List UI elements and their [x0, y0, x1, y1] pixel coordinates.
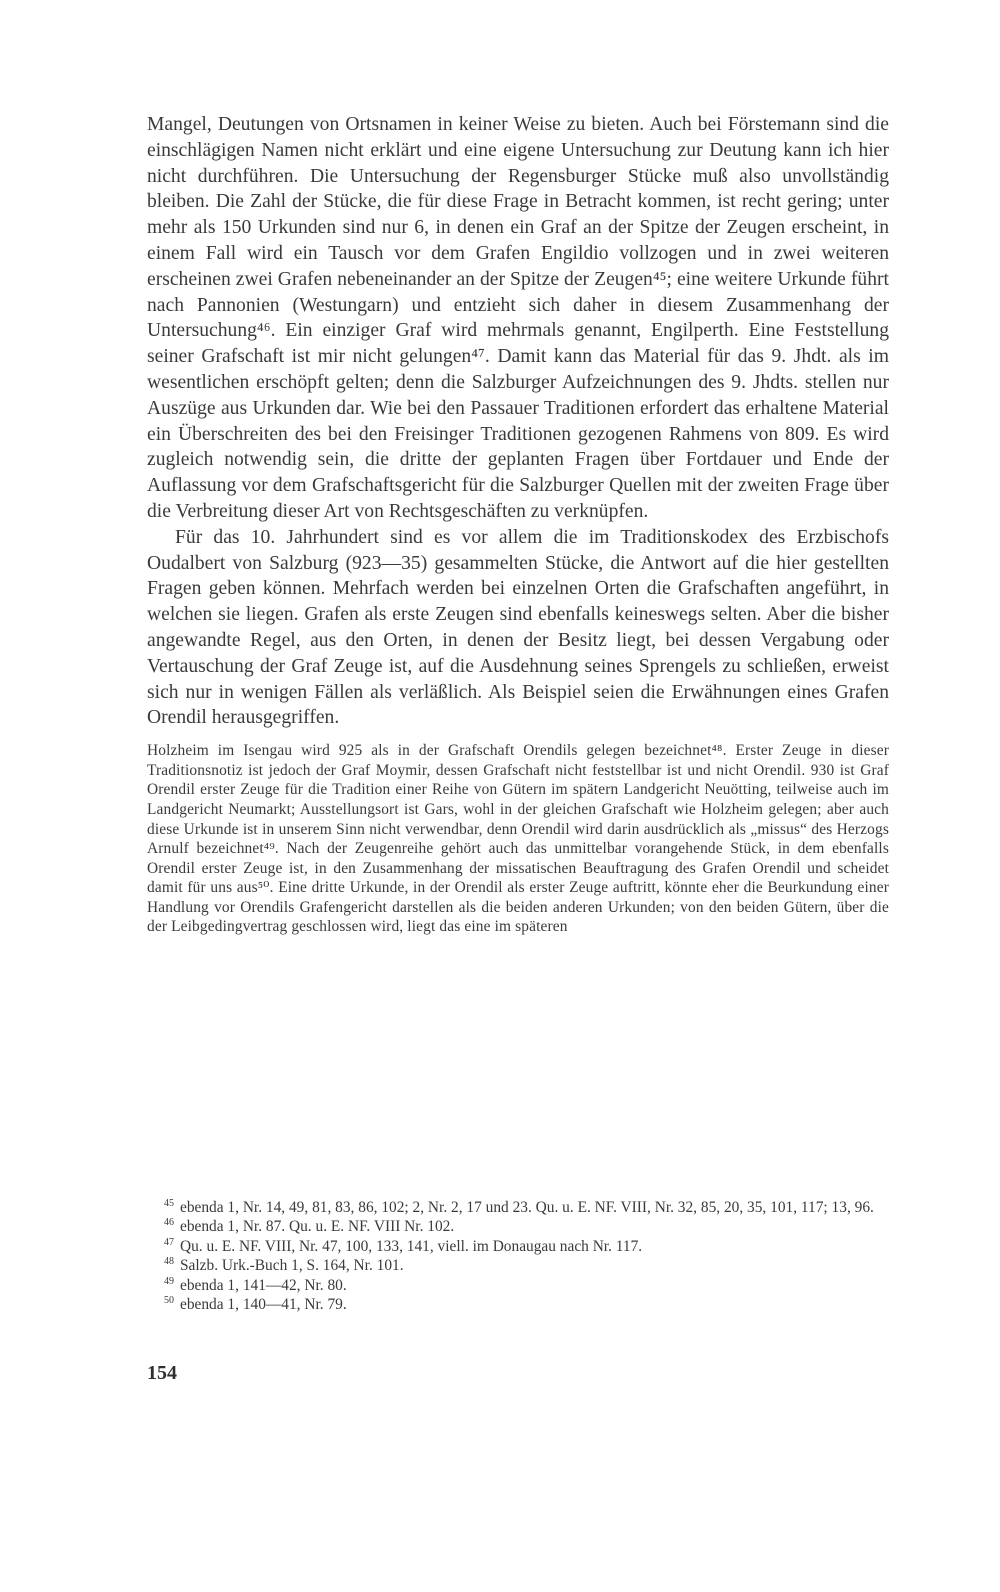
- footnote-number: 50: [164, 1294, 174, 1306]
- footnote-text: ebenda 1, Nr. 87. Qu. u. E. NF. VIII Nr. 102.: [180, 1218, 455, 1236]
- footnote-number: 49: [164, 1275, 174, 1287]
- footnote-45: [147, 1198, 889, 1217]
- page-number: 154: [147, 1362, 177, 1384]
- footnote-number: 45: [164, 1197, 174, 1209]
- paragraph-2: Für das 10. Jahrhundert sind es vor allem die im Traditionskodex des Erzbischofs Oudalbert von Salzburg (923—35) gesammelten Stücke, die Antwort auf die hier gestellten Fragen geben können. Mehrfach werden bei einzelnen Orten die Grafschaften angeführt, in welchen sie liegen. Grafen als erste Zeugen sind ebenfalls keineswegs selten. Aber die bisher angewandte Regel, aus den Orten, in denen der Besitz liegt, bei dessen Vergabung oder Vertauschung der Graf Zeuge ist, auf die Ausdehnung seines Sprengels zu schließen, erweist sich nur in wenigen Fällen als verläßlich. Als Beispiel seien die Erwähnungen eines Grafen Orendil herausgegriffen.: [147, 526, 889, 729]
- footnote-number: 46: [164, 1217, 174, 1229]
- small-print-paragraph: Holzheim im Isengau wird 925 als in der Grafschaft Orendils gelegen bezeichnet⁴⁸. Erster Zeuge in dieser Traditionsnotiz ist jedoch der Graf Moymir, dessen Grafschaft nicht feststellbar ist und nicht Orendil. 930 ist Graf Orendil erster Zeuge für die Tradition einer Reihe von Gütern im spätern Landgericht Neuötting, teilweise auch im Landgericht Neumarkt; Ausstellungsort ist Gars, wohl in der gleichen Grafschaft wie Holzheim gelegen; aber auch diese Urkunde ist in unserem Sinn nicht verwendbar, denn Orendil wird darin ausdrücklich als „missus“ des Herzogs Arnulf bezeichnet⁴⁹. Nach der Zeugenreihe gehört auch das unmittelbar vorangehende Stück, in dem ebenfalls Orendil erster Zeuge ist, in den Zusammenhang der missatischen Beauftragung des Grafen Orendil und scheidet damit für uns aus⁵⁰. Eine dritte Urkunde, in der Orendil als erster Zeuge auftritt, könnte eher die Beurkundung einer Handlung vor Orendils Grafengericht darstellen als die beiden anderen Urkunden; von den beiden Gütern, über die der Leibgedingvertrag geschlossen wird, liegt das eine im späteren: [147, 742, 889, 936]
- footnote-text: Qu. u. E. NF. VIII, Nr. 47, 100, 133, 141, viell. im Donaugau nach Nr. 117.: [180, 1237, 643, 1255]
- footnote-50: [147, 1295, 889, 1314]
- footnotes: [147, 1198, 889, 1314]
- footnote-49: [147, 1276, 889, 1295]
- footnote-text: ebenda 1, 140—41, Nr. 79.: [180, 1296, 347, 1314]
- footnote-47: [147, 1237, 889, 1256]
- footnote-text: ebenda 1, Nr. 14, 49, 81, 83, 86, 102; 2, Nr. 2, 17 und 23. Qu. u. E. NF. VIII, Nr. 32, 85, 20, 35, 101, 117; 13, 96.: [180, 1199, 874, 1216]
- footnote-number: 47: [164, 1236, 174, 1248]
- footnote-46: [147, 1217, 889, 1236]
- footnote-text: ebenda 1, 141—42, Nr. 80.: [180, 1276, 347, 1294]
- footnote-48: [147, 1256, 889, 1275]
- footnote-number: 48: [164, 1256, 174, 1268]
- footnote-text: Salzb. Urk.-Buch 1, S. 164, Nr. 101.: [180, 1257, 404, 1275]
- paragraph-1: Mangel, Deutungen von Ortsnamen in keiner Weise zu bieten. Auch bei Förstemann sind die einschlägigen Namen nicht erklärt und eine eigene Untersuchung zur Deutung kann ich hier nicht durchführen. Die Untersuchung der Regensburger Stücke muß also unvollständig bleiben. Die Zahl der Stücke, die für diese Frage in Betracht kommen, ist recht gering; unter mehr als 150 Urkunden sind nur 6, in denen ein Graf an der Spitze der Zeugen erscheint, in einem Fall wird ein Tausch vor dem Grafen Engildio vollzogen und in zwei weiteren erscheinen zwei Grafen nebeneinander an der Spitze der Zeugen⁴⁵; eine weitere Urkunde führt nach Pannonien (Westungarn) und entzieht sich daher in diesem Zusammenhang der Untersuchung⁴⁶. Ein einziger Graf wird mehrmals genannt, Engilperth. Eine Feststellung seiner Grafschaft ist mir nicht gelungen⁴⁷. Damit kann das Material für das 9. Jhdt. als im wesentlichen erschöpft gelten; denn die Salzburger Aufzeichnungen des 9. Jhdts. stellen nur Auszüge aus Urkunden dar. Wie bei den Passauer Traditionen erfordert das erhaltene Material ein Überschreiten des bei den Freisinger Traditionen gezogenen Rahmens von 809. Es wird zugleich notwendig sein, die dritte der geplanten Fragen über Fortdauer und Ende der Auflassung vor dem Grafschaftsgericht für die Salzburger Quellen mit der zweiten Frage über die Verbreitung dieser Art von Rechtsgeschäften zu verknüpfen.: [147, 114, 889, 522]
- body-text: [147, 112, 889, 937]
